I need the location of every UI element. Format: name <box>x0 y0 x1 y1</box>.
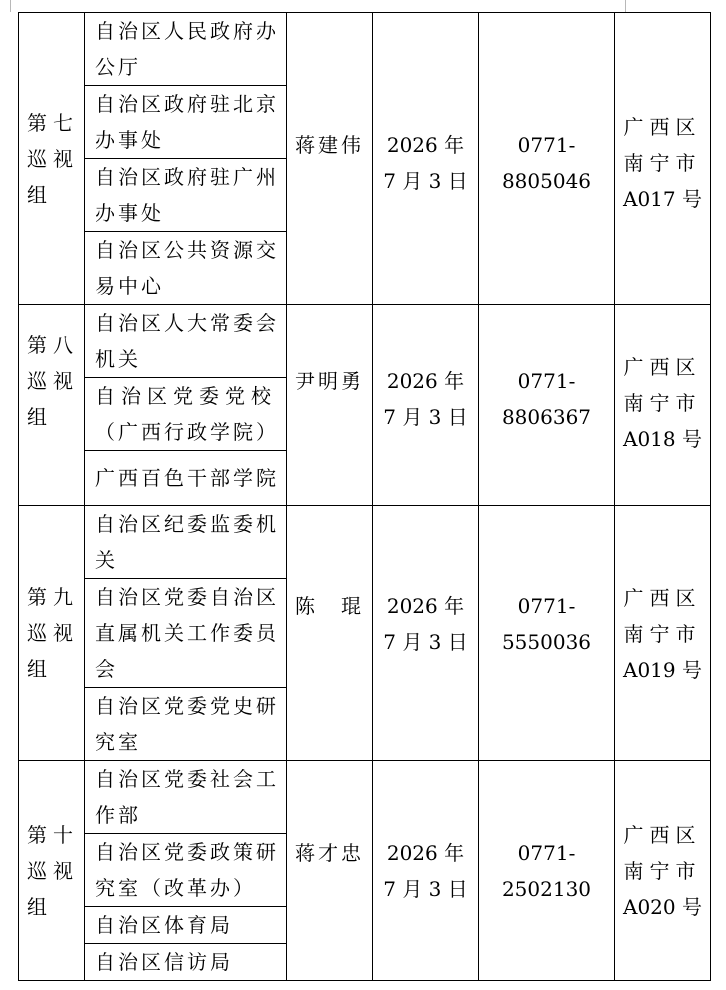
phone-line: 0771- <box>517 594 576 618</box>
date-cell <box>373 506 479 761</box>
date-line: 2026 年 <box>386 594 465 618</box>
phone-line: 0771- <box>517 369 576 393</box>
mailbox-line: 广西区 <box>623 115 702 139</box>
department-cell <box>85 451 287 506</box>
crop-mark-top-left <box>10 0 11 12</box>
group-name-line: 巡视 <box>27 858 79 883</box>
department-line: （广西行政学院） <box>95 420 279 444</box>
phone-cell <box>479 761 615 981</box>
department-cell <box>85 378 287 451</box>
mailbox-line: 南宁市 <box>623 859 702 883</box>
department-cell <box>85 305 287 378</box>
table-row <box>19 506 711 579</box>
department-cell <box>85 688 287 761</box>
department-cell <box>85 944 287 981</box>
department-cell <box>85 86 287 159</box>
department-line: 自治区公共资源交 <box>95 238 279 262</box>
group-name-line: 组 <box>27 405 53 429</box>
group-name-cell <box>19 506 85 761</box>
date-line: 7 月 3 日 <box>383 405 468 429</box>
date-line: 2026 年 <box>386 841 465 865</box>
department-line: 自治区信访局 <box>95 950 233 974</box>
department-line: 自治区人民政府办 <box>95 19 279 43</box>
leader-cell: 蒋建伟 <box>287 13 373 305</box>
department-line: 广西百色干部学院 <box>95 466 279 490</box>
group-name-line: 组 <box>27 657 53 681</box>
group-name-cell <box>19 13 85 305</box>
mailbox-cell <box>615 506 711 761</box>
leader-cell: 尹明勇 <box>287 305 373 506</box>
mailbox-line: A019 号 <box>623 658 702 682</box>
group-name-line: 第八 <box>27 333 79 357</box>
group-name-line: 巡视 <box>27 621 79 645</box>
date-line: 7 月 3 日 <box>383 169 468 193</box>
department-cell <box>85 907 287 944</box>
group-name-cell <box>19 305 85 506</box>
department-line: 自治区党委党校 <box>95 384 277 408</box>
table-row <box>19 13 711 86</box>
date-cell <box>373 305 479 506</box>
department-line: 公厅 <box>95 55 141 79</box>
table-row <box>19 761 711 834</box>
department-line: 自治区政府驻广州 <box>95 165 279 189</box>
department-line: 机关 <box>95 347 141 371</box>
phone-line: 2502130 <box>501 877 592 901</box>
crop-mark-top-right <box>625 0 626 12</box>
group-block-8 <box>19 305 711 506</box>
mailbox-line: 广西区 <box>623 586 702 610</box>
group-name-line: 第七 <box>27 110 79 135</box>
mailbox-cell <box>615 305 711 506</box>
mailbox-line: A017 号 <box>623 187 702 211</box>
department-line: 办事处 <box>95 128 164 152</box>
date-line: 2026 年 <box>386 133 465 157</box>
inspection-roster-table <box>18 12 711 981</box>
mailbox-line: A020 号 <box>623 895 702 919</box>
group-name-line: 组 <box>27 182 53 207</box>
table-row <box>19 305 711 378</box>
phone-line: 8805046 <box>501 169 592 193</box>
group-name-line: 巡视 <box>27 146 79 171</box>
date-line: 7 月 3 日 <box>383 877 468 901</box>
department-cell <box>85 506 287 579</box>
mailbox-line: 南宁市 <box>623 151 702 175</box>
group-block-9 <box>19 506 711 761</box>
group-name-cell <box>19 761 85 981</box>
mailbox-cell <box>615 13 711 305</box>
group-name-line: 组 <box>27 894 53 919</box>
department-line: 究室（改革办） <box>95 876 256 900</box>
date-cell <box>373 13 479 305</box>
phone-line: 0771- <box>517 841 576 865</box>
group-name-line: 第十 <box>27 822 79 847</box>
department-line: 会 <box>95 657 118 681</box>
mailbox-cell <box>615 761 711 981</box>
department-line: 自治区党委政策研 <box>95 840 279 864</box>
leader-cell: 陈 琨 <box>287 506 373 761</box>
department-cell <box>85 13 287 86</box>
department-line: 自治区党委党史研 <box>95 694 279 718</box>
mailbox-line: A018 号 <box>623 427 702 451</box>
phone-cell <box>479 13 615 305</box>
phone-line: 8806367 <box>501 405 592 429</box>
date-line: 2026 年 <box>386 369 465 393</box>
department-cell <box>85 761 287 834</box>
mailbox-line: 南宁市 <box>623 622 702 646</box>
group-block-7 <box>19 13 711 305</box>
department-line: 易中心 <box>95 274 164 298</box>
phone-line: 0771- <box>517 133 576 157</box>
mailbox-line: 南宁市 <box>623 391 702 415</box>
group-name-line: 第九 <box>27 585 79 609</box>
department-line: 自治区人大常委会 <box>95 311 279 335</box>
department-line: 究室 <box>95 730 141 754</box>
mailbox-line: 广西区 <box>623 823 702 847</box>
phone-cell <box>479 305 615 506</box>
department-line: 直属机关工作委员 <box>95 621 279 645</box>
department-line: 关 <box>95 548 118 572</box>
phone-cell <box>479 506 615 761</box>
department-line: 自治区体育局 <box>95 913 233 937</box>
leader-cell: 蒋才忠 <box>287 761 373 981</box>
group-block-10 <box>19 761 711 981</box>
department-line: 自治区党委社会工 <box>95 767 279 791</box>
department-line: 自治区政府驻北京 <box>95 92 279 116</box>
department-cell <box>85 834 287 907</box>
mailbox-line: 广西区 <box>623 355 702 379</box>
department-cell <box>85 232 287 305</box>
group-name-line: 巡视 <box>27 369 79 393</box>
date-cell <box>373 761 479 981</box>
phone-line: 5550036 <box>501 630 592 654</box>
department-line: 自治区纪委监委机 <box>95 512 279 536</box>
department-line: 办事处 <box>95 201 164 225</box>
department-line: 自治区党委自治区 <box>95 585 279 609</box>
department-cell <box>85 159 287 232</box>
department-line: 作部 <box>95 803 141 827</box>
department-cell <box>85 579 287 688</box>
date-line: 7 月 3 日 <box>383 630 468 654</box>
